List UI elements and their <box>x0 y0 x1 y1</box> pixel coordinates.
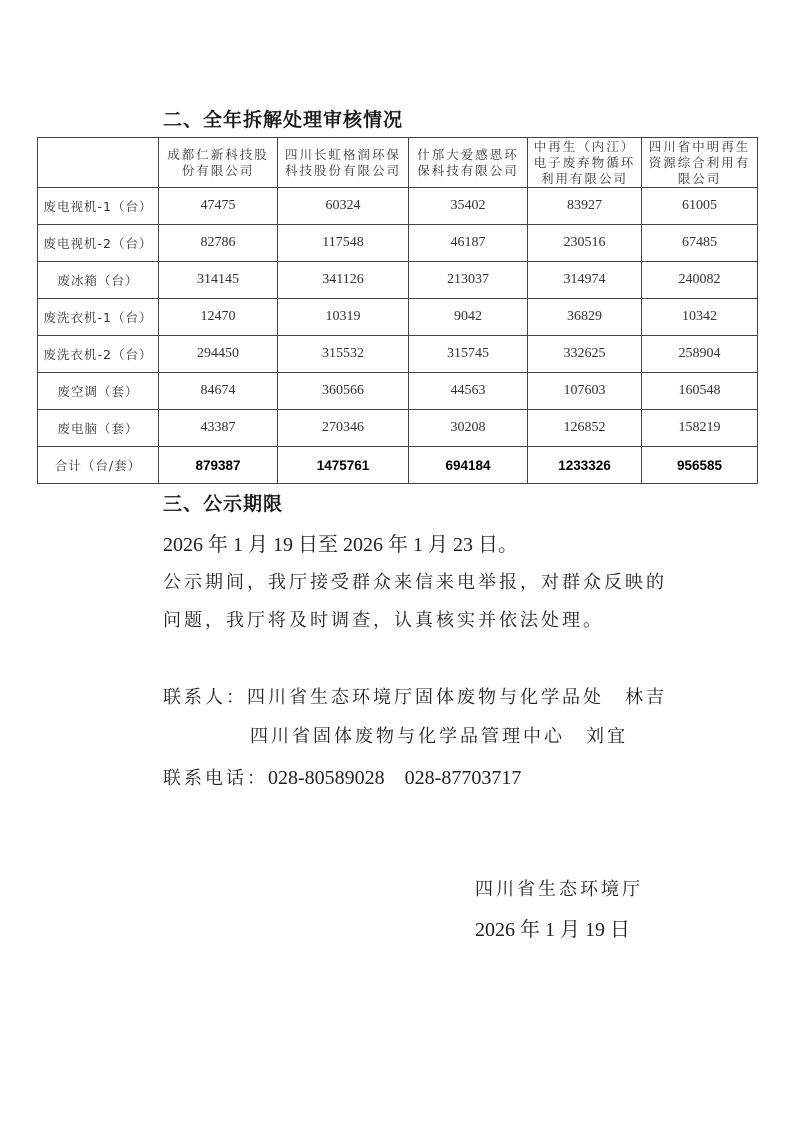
cell-value: 360566 <box>278 373 409 410</box>
cell-value: 314145 <box>159 262 278 299</box>
cell-value: 83927 <box>528 188 642 225</box>
header-line: 电子废弃物循环 <box>533 154 636 170</box>
header-line: 保科技有限公司 <box>417 162 519 178</box>
cell-value: 35402 <box>409 188 528 225</box>
cell-value: 956585 <box>642 447 758 484</box>
row-label: 废电脑（套） <box>38 410 159 447</box>
header-line: 四川长虹格润环保 <box>284 146 401 162</box>
cell-value: 60324 <box>278 188 409 225</box>
table-corner-cell <box>38 138 159 188</box>
cell-value: 270346 <box>278 410 409 447</box>
cell-value: 230516 <box>528 225 642 262</box>
cell-value: 30208 <box>409 410 528 447</box>
cell-value: 117548 <box>278 225 409 262</box>
row-label: 废空调（套） <box>38 373 159 410</box>
cell-value: 294450 <box>159 336 278 373</box>
cell-value: 315532 <box>278 336 409 373</box>
table-header-row <box>38 138 758 188</box>
table-row <box>38 188 758 225</box>
cell-value: 160548 <box>642 373 758 410</box>
cell-value: 36829 <box>528 299 642 336</box>
header-line: 成都仁新科技股 <box>167 146 269 162</box>
signature-org: 四川省生态环境厅 <box>475 879 643 900</box>
cell-value: 314974 <box>528 262 642 299</box>
header-line: 资源综合利用有 <box>648 154 751 170</box>
cell-value: 694184 <box>409 447 528 484</box>
cell-value: 12470 <box>159 299 278 336</box>
cell-value: 9042 <box>409 299 528 336</box>
contact-phone-numbers: 028-80589028 028-87703717 <box>268 767 522 789</box>
signature-date-text: 2026 年 1 月 19 日 <box>475 919 630 941</box>
header-line: 份有限公司 <box>181 162 255 178</box>
cell-value: 10319 <box>278 299 409 336</box>
cell-value: 240082 <box>642 262 758 299</box>
section-3-heading: 三、公示期限 <box>163 493 284 515</box>
table-row <box>38 225 758 262</box>
cell-value: 126852 <box>528 410 642 447</box>
column-header-company <box>409 138 528 188</box>
cell-value: 258904 <box>642 336 758 373</box>
publicity-paragraph-line-2: 问题，我厅将及时调查，认真核实并依法处理。 <box>163 610 604 631</box>
row-label: 废冰箱（台） <box>38 262 159 299</box>
contact-phone-label: 联系电话： <box>163 768 268 789</box>
contact-person <box>163 683 667 709</box>
column-header-company <box>278 138 409 188</box>
publicity-period <box>163 528 518 557</box>
cell-value: 44563 <box>409 373 528 410</box>
publicity-period-text: 2026 年 1 月 19 日至 2026 年 1 月 23 日。 <box>163 534 518 556</box>
cell-value: 158219 <box>642 410 758 447</box>
signature-date <box>475 913 630 942</box>
disassembly-audit-table <box>37 137 758 484</box>
row-label: 废洗衣机-1（台） <box>38 299 159 336</box>
contact-person-label: 联系人： <box>163 687 247 708</box>
table-total-row <box>38 447 758 484</box>
table-row <box>38 336 758 373</box>
cell-value: 107603 <box>528 373 642 410</box>
cell-value: 61005 <box>642 188 758 225</box>
column-header-company <box>642 138 758 188</box>
cell-value: 67485 <box>642 225 758 262</box>
table-row <box>38 410 758 447</box>
cell-value: 82786 <box>159 225 278 262</box>
table-row <box>38 373 758 410</box>
cell-value: 47475 <box>159 188 278 225</box>
row-label: 废洗衣机-2（台） <box>38 336 159 373</box>
cell-value: 43387 <box>159 410 278 447</box>
cell-value: 315745 <box>409 336 528 373</box>
header-line: 中再生（内江） <box>533 138 636 154</box>
cell-value: 1233326 <box>528 447 642 484</box>
row-label: 废电视机-2（台） <box>38 225 159 262</box>
header-line: 限公司 <box>677 170 722 186</box>
table-row <box>38 299 758 336</box>
publicity-paragraph-line-1: 公示期间，我厅接受群众来信来电举报，对群众反映的 <box>163 572 667 593</box>
header-line: 科技股份有限公司 <box>284 162 401 178</box>
row-label: 废电视机-1（台） <box>38 188 159 225</box>
header-line: 什邡大爱感恩环 <box>417 146 519 162</box>
cell-value: 332625 <box>528 336 642 373</box>
cell-value: 10342 <box>642 299 758 336</box>
column-header-company <box>528 138 642 188</box>
cell-value: 879387 <box>159 447 278 484</box>
contact-person-line-1: 四川省生态环境厅固体废物与化学品处 林吉 <box>247 687 667 708</box>
header-line: 四川省中明再生 <box>648 138 751 154</box>
contact-person-line-2: 四川省固体废物与化学品管理中心 刘宜 <box>250 726 628 747</box>
cell-value: 1475761 <box>278 447 409 484</box>
cell-value: 341126 <box>278 262 409 299</box>
table-row <box>38 262 758 299</box>
header-line: 利用有限公司 <box>540 170 628 186</box>
contact-phone <box>163 761 521 790</box>
row-label: 合计（台/套） <box>38 447 159 484</box>
cell-value: 84674 <box>159 373 278 410</box>
cell-value: 213037 <box>409 262 528 299</box>
cell-value: 46187 <box>409 225 528 262</box>
section-2-heading: 二、全年拆解处理审核情况 <box>163 109 404 131</box>
column-header-company <box>159 138 278 188</box>
